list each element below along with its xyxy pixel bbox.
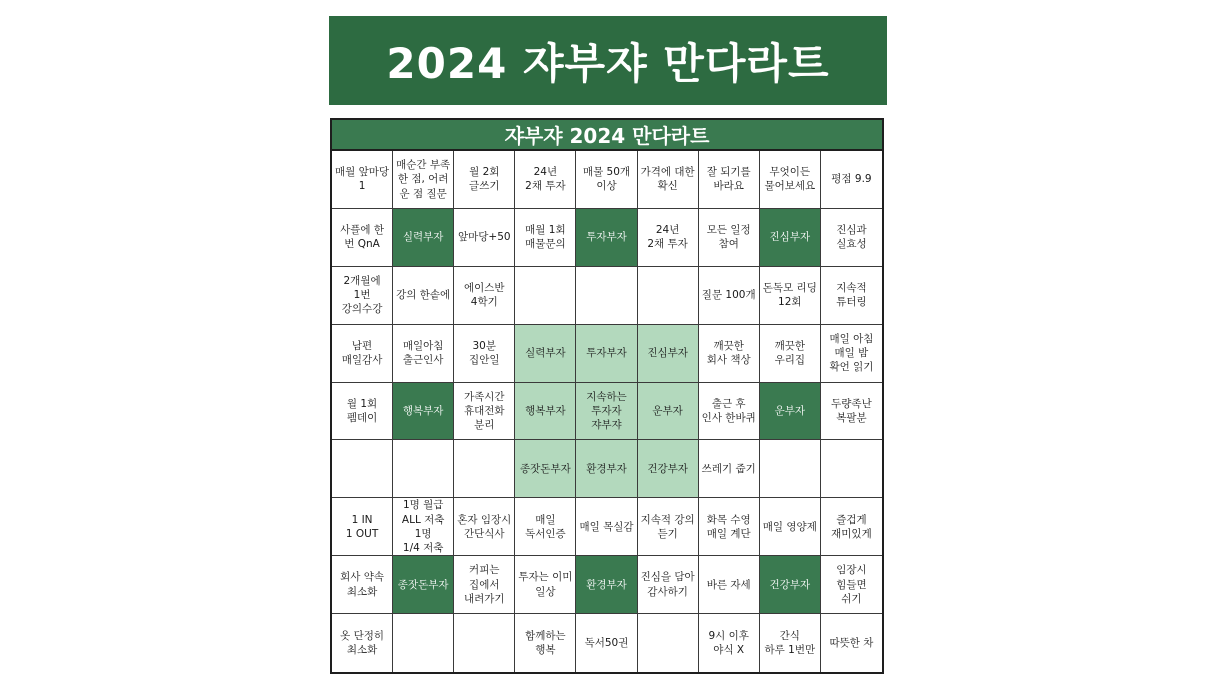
mandalart-cell: 건강부자 [638, 440, 699, 498]
mandalart-cell: 가족시간 휴대전화 분리 [454, 383, 515, 441]
page-title: 2024 쟈부쟈 만다라트 [329, 16, 887, 105]
mandalart-cell: 투자부자 [576, 209, 637, 267]
mandalart-cell: 매물 50개 이상 [576, 151, 637, 209]
mandalart-chart [330, 118, 884, 674]
mandalart-cell: 24년 2채 투자 [515, 151, 576, 209]
mandalart-cell: 돈독모 리딩 12회 [760, 267, 821, 325]
mandalart-cell: 바른 자세 [699, 556, 760, 614]
mandalart-cell: 혼자 임장시 간단식사 [454, 498, 515, 556]
mandalart-cell: 매월 앞마당 1 [332, 151, 393, 209]
mandalart-cell [576, 267, 637, 325]
mandalart-cell: 1 IN 1 OUT [332, 498, 393, 556]
mandalart-cell: 실력부자 [515, 325, 576, 383]
mandalart-cell: 매순간 부족 한 점, 어려 운 점 질문 [393, 151, 454, 209]
mandalart-cell: 가격에 대한 확신 [638, 151, 699, 209]
mandalart-cell [515, 267, 576, 325]
mandalart-cell: 2개월에 1번 강의수강 [332, 267, 393, 325]
mandalart-cell: 임장시 힘들면 쉬기 [821, 556, 882, 614]
mandalart-cell: 지속적 튜터링 [821, 267, 882, 325]
mandalart-cell: 진심과 실효성 [821, 209, 882, 267]
mandalart-cell [393, 440, 454, 498]
mandalart-cell: 매일 독서인증 [515, 498, 576, 556]
mandalart-cell: 깨끗한 우리집 [760, 325, 821, 383]
mandalart-cell: 실력부자 [393, 209, 454, 267]
mandalart-cell: 출근 후 인사 한바퀴 [699, 383, 760, 441]
mandalart-cell: 독서50권 [576, 614, 637, 672]
mandalart-cell: 24년 2채 투자 [638, 209, 699, 267]
mandalart-cell: 무엇이든 물어보세요 [760, 151, 821, 209]
mandalart-cell: 투자는 이미 일상 [515, 556, 576, 614]
mandalart-cell: 간식 하루 1번만 [760, 614, 821, 672]
mandalart-cell [393, 614, 454, 672]
mandalart-cell [454, 614, 515, 672]
mandalart-cell: 행복부자 [393, 383, 454, 441]
mandalart-cell: 진심부자 [638, 325, 699, 383]
mandalart-cell: 쓰레기 줍기 [699, 440, 760, 498]
mandalart-cell: 지속하는 투자자 쟈부쟈 [576, 383, 637, 441]
mandalart-cell: 종잣돈부자 [393, 556, 454, 614]
mandalart-cell: 화목 수영 매일 계단 [699, 498, 760, 556]
mandalart-cell: 커피는 집에서 내려가기 [454, 556, 515, 614]
chart-header: 쟈부쟈 2024 만다라트 [332, 120, 882, 151]
mandalart-cell: 매월 1회 매물문의 [515, 209, 576, 267]
mandalart-cell: 에이스반 4학기 [454, 267, 515, 325]
mandalart-cell: 1명 월급 ALL 저축 1명 1/4 저축 [393, 498, 454, 556]
mandalart-cell [454, 440, 515, 498]
mandalart-cell: 강의 한솥에 [393, 267, 454, 325]
mandalart-cell: 즐겁게 재미있게 [821, 498, 882, 556]
mandalart-cell: 옷 단정히 최소화 [332, 614, 393, 672]
mandalart-cell: 환경부자 [576, 440, 637, 498]
mandalart-cell: 깨끗한 회사 책상 [699, 325, 760, 383]
mandalart-cell [760, 440, 821, 498]
mandalart-cell: 매일 아침 매일 밤 확언 읽기 [821, 325, 882, 383]
mandalart-cell: 운부자 [760, 383, 821, 441]
mandalart-cell: 평점 9.9 [821, 151, 882, 209]
mandalart-cell: 따뜻한 차 [829, 636, 874, 649]
mandalart-cell: 건강부자 [760, 556, 821, 614]
mandalart-cell [638, 614, 699, 672]
mandalart-cell: 진심부자 [760, 209, 821, 267]
mandalart-cell: 모든 일정 참여 [699, 209, 760, 267]
mandalart-cell: 종잣돈부자 [515, 440, 576, 498]
mandalart-cell: 질문 100개 [699, 267, 760, 325]
mandalart-cell [332, 440, 393, 498]
mandalart-cell: 회사 약속 최소화 [332, 556, 393, 614]
mandalart-cell: 투자부자 [576, 325, 637, 383]
mandalart-cell: 매일 목실감 [576, 498, 637, 556]
mandalart-cell: 함께하는 행복 [515, 614, 576, 672]
mandalart-cell: 사플에 한 번 QnA [332, 209, 393, 267]
mandalart-cell: 남편 매일감사 [332, 325, 393, 383]
mandalart-cell: 진심을 담아 감사하기 [638, 556, 699, 614]
mandalart-cell: 9시 이후 야식 X [699, 614, 760, 672]
mandalart-cell: 월 1회 펨데이 [332, 383, 393, 441]
mandalart-cell: 매일아침 출근인사 [393, 325, 454, 383]
mandalart-cell [821, 440, 882, 498]
mandalart-cell: 행복부자 [515, 383, 576, 441]
mandalart-cell: 운부자 [638, 383, 699, 441]
mandalart-cell: 환경부자 [576, 556, 637, 614]
mandalart-cell: 지속적 강의 듣기 [638, 498, 699, 556]
mandalart-cell: 매일 영양제 [760, 498, 821, 556]
mandalart-cell: 월 2회 글쓰기 [454, 151, 515, 209]
mandalart-cell: 30분 집안일 [454, 325, 515, 383]
mandalart-cell: 앞마당+50 [454, 209, 515, 267]
mandalart-grid [332, 151, 882, 672]
mandalart-cell: 두량족난 복팔분 [821, 383, 882, 441]
mandalart-cell: 잘 되기를 바라요 [699, 151, 760, 209]
mandalart-cell [638, 267, 699, 325]
